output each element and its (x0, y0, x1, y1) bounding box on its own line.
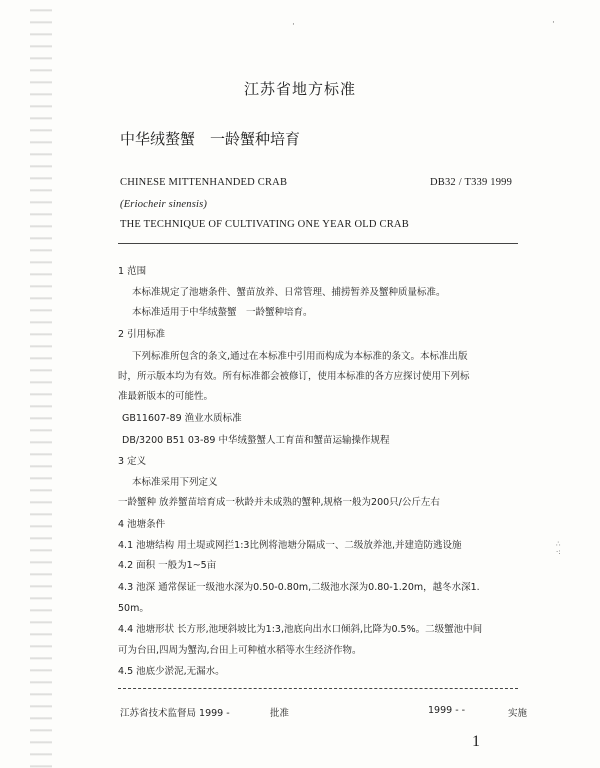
scan-speck: · (292, 20, 295, 30)
footer-implement: 实施 (508, 708, 528, 719)
section-3-definition: 一龄蟹种 放养蟹苗培育成一秋龄并未成熟的蟹种,规格一般为200只/公斤左右 (118, 497, 440, 508)
footer-approve: 批准 (270, 708, 290, 719)
english-subtitle: THE TECHNIQUE OF CULTIVATING ONE YEAR OLD CRAB (120, 219, 409, 230)
footer-issuer: 江苏省技术监督局 1999 - (120, 708, 230, 719)
clause-4-5: 4.5 池底少淤泥,无漏水。 (118, 666, 225, 677)
clause-4-3-line: 50m。 (118, 603, 149, 614)
latin-name: (Eriocheir sinensis) (120, 199, 208, 210)
document-subtitle: 中华绒螯蟹 一龄蟹种培育 (120, 130, 301, 148)
section-2-paragraph-line: 下列标准所包含的条文,通过在本标准中引用而构成为本标准的条文。本标准出版 (132, 351, 468, 362)
section-3-heading: 3 定义 (118, 456, 147, 467)
clause-4-2: 4.2 面积 一般为1~5亩 (118, 560, 217, 571)
page-number: 1 (472, 733, 480, 750)
section-1-heading: 1 范围 (118, 266, 147, 277)
clause-4-3-line: 4.3 池深 通常保证一级池水深为0.50-0.80m,二级池水深为0.80-1.20m，越冬水深1. (118, 582, 480, 593)
header-rule (118, 243, 518, 244)
section-4-heading: 4 池塘条件 (118, 519, 166, 530)
clause-4-1: 4.1 池塘结构 用土堤或网拦1:3比例将池塘分隔成一、二级放养池,并建造防逃设施 (118, 540, 462, 551)
scan-edge-artifact (30, 0, 52, 768)
footer-rule (118, 688, 518, 689)
footer-implement-date: 1999 - - (428, 705, 466, 716)
section-2-heading: 2 引用标准 (118, 329, 166, 340)
english-title: CHINESE MITTENHANDED CRAB (120, 177, 288, 188)
standard-number: DB32 / T339 1999 (430, 177, 513, 188)
reference-standard-1: GB11607-89 渔业水质标准 (122, 413, 242, 424)
document-title: 江苏省地方标准 (243, 80, 356, 98)
clause-4-4-line: 4.4 池塘形状 长方形,池埂斜坡比为1:3,池底向出水口倾斜,比降为0.5%。二级蟹池中间 (118, 624, 483, 635)
scan-speck: ∴ ·: (556, 540, 561, 556)
section-1-paragraph-2: 本标准适用于中华绒螯蟹 一龄蟹种培育。 (132, 307, 313, 318)
section-2-paragraph-line: 时，所示版本均为有效。所有标准都会被修订，使用本标准的各方应探讨使用下列标 (118, 371, 470, 382)
reference-standard-2: DB/3200 B51 03-89 中华绒螯蟹人工育苗和蟹苗运输操作规程 (122, 435, 390, 446)
section-2-paragraph-line: 准最新版本的可能性。 (118, 391, 214, 402)
section-3-paragraph-1: 本标准采用下列定义 (132, 477, 218, 488)
clause-4-4-line: 可为台田,四周为蟹沟,台田上可种植水稻等水生经济作物。 (118, 645, 362, 656)
section-1-paragraph-1: 本标准规定了池塘条件、蟹苗放养、日常管理、捕捞暂养及蟹种质量标准。 (132, 287, 446, 298)
scan-speck: · (552, 18, 555, 28)
